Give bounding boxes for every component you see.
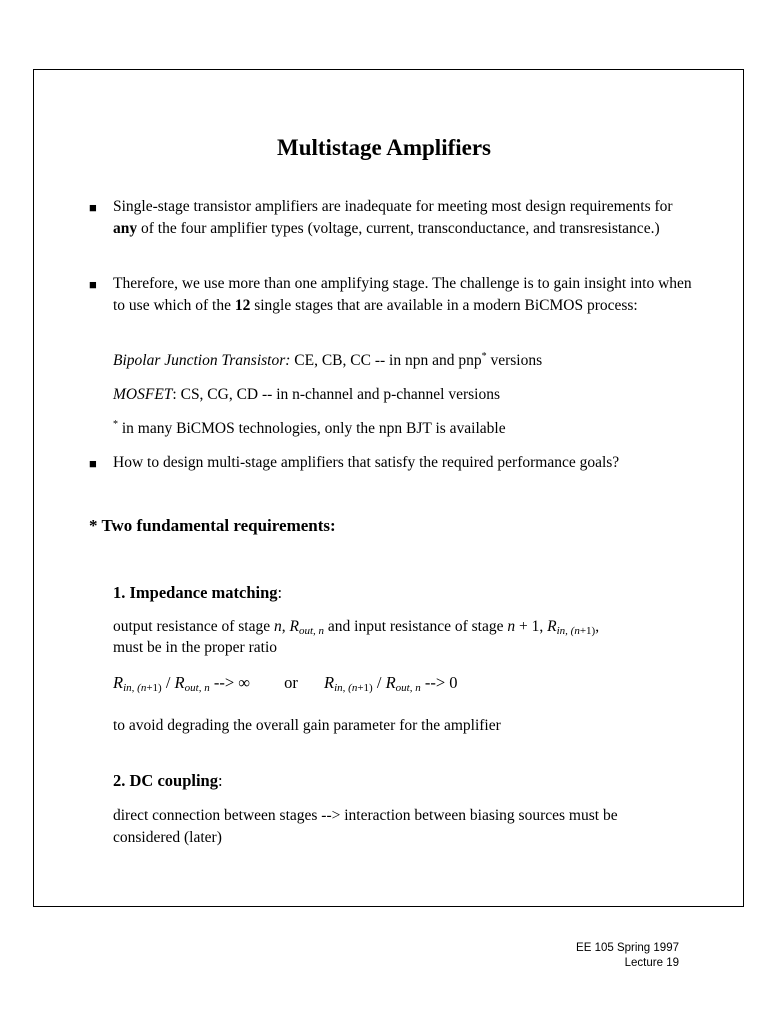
bullet-2-text-pre: Therefore, we use more than one amplifying stage. The challenge is to gain insight into when to use which of the xyxy=(113,275,692,314)
footnote xyxy=(113,418,693,440)
sub-in: in, ( xyxy=(334,682,352,694)
sub-in-n: n xyxy=(574,625,580,637)
impedance-text: and input resistance of stage xyxy=(324,618,508,635)
bullet-2-emphasis: 12 xyxy=(234,296,251,314)
or-text: or xyxy=(284,673,298,692)
bipolar-text: CE, CB, CC -- in npn and pnp xyxy=(290,352,482,369)
bipolar-line xyxy=(113,350,693,372)
bullet-marker: ■ xyxy=(89,200,97,215)
arrow-zero: --> 0 xyxy=(420,673,458,692)
bullet-2-text-post: single stages that are available in a modern BiCMOS process: xyxy=(250,296,638,314)
bullet-marker: ■ xyxy=(89,456,97,471)
page-title: Multistage Amplifiers xyxy=(277,135,491,160)
var-r-in: R xyxy=(324,673,335,692)
var-r-in: R xyxy=(547,618,557,635)
var-n: n xyxy=(273,618,282,635)
impedance-heading-text: 1. Impedance matching xyxy=(113,583,278,602)
var-n: n xyxy=(507,618,516,635)
sub-out-n: out, n xyxy=(298,625,325,637)
bullet-1-emphasis: any xyxy=(113,219,138,237)
impedance-text: , xyxy=(281,618,290,635)
sub-in-n: n xyxy=(351,682,358,694)
var-r-out: R xyxy=(385,673,396,692)
bipolar-label: Bipolar Junction Transistor: xyxy=(113,352,291,369)
slash: / xyxy=(161,673,175,692)
bullet-1-text-pre: Single-stage transistor amplifiers are inadequate for meeting most design requirements for xyxy=(113,198,673,215)
sub-in: in, ( xyxy=(556,625,575,637)
var-r-out: R xyxy=(289,618,299,635)
bullet-text-2 xyxy=(113,273,693,316)
impedance-text: + 1, xyxy=(515,618,548,635)
dc-heading xyxy=(113,770,223,792)
sub-out-n: out, n xyxy=(184,682,210,694)
mosfet-label: MOSFET xyxy=(113,386,173,403)
footer-lecture: Lecture 19 xyxy=(624,957,679,969)
impedance-line-2: must be in the proper ratio xyxy=(113,639,277,656)
impedance-text: , xyxy=(595,618,600,635)
requirements-heading: * Two fundamental requirements: xyxy=(89,516,336,535)
impedance-note: to avoid degrading the overall gain parameter for the amplifier xyxy=(113,717,501,734)
slash: / xyxy=(372,673,386,692)
dc-heading-colon: : xyxy=(217,771,223,790)
impedance-text: output resistance of stage xyxy=(113,618,274,635)
arrow-infinity: --> ∞ xyxy=(209,673,251,692)
footnote-text: in many BiCMOS technologies, only the npn BJT is available xyxy=(118,420,506,437)
var-r-out: R xyxy=(174,673,185,692)
bullet-text-3: How to design multi-stage amplifiers that satisfy the required performance goals? xyxy=(113,454,620,471)
footer-course: EE 105 Spring 1997 xyxy=(576,942,679,954)
footer xyxy=(576,941,679,971)
mosfet-text: : CS, CG, CD -- in n-channel and p-channel versions xyxy=(172,386,501,403)
impedance-heading xyxy=(113,582,282,604)
sub-in-n: n xyxy=(140,682,147,694)
impedance-heading-colon: : xyxy=(277,583,283,602)
var-r-in: R xyxy=(113,673,124,692)
mosfet-line xyxy=(113,384,693,406)
sub-in: in, ( xyxy=(123,682,141,694)
bullet-marker: ■ xyxy=(89,277,97,292)
impedance-line-1 xyxy=(113,616,713,638)
bullet-text-1 xyxy=(113,196,693,239)
dc-text: direct connection between stages --> interaction between biasing sources must be considered (later) xyxy=(113,807,618,846)
ratio-formula xyxy=(113,672,458,694)
sub-in-plus: +1) xyxy=(357,682,373,694)
footnote-marker: * xyxy=(481,351,487,362)
footnote-marker: * xyxy=(113,419,118,430)
sub-in-plus: +1) xyxy=(579,625,596,637)
bipolar-text-end: versions xyxy=(486,352,543,369)
sub-in-plus: +1) xyxy=(146,682,162,694)
sub-out-n: out, n xyxy=(395,682,421,694)
dc-heading-text: 2. DC coupling xyxy=(113,771,218,790)
bullet-1-text-post: of the four amplifier types (voltage, current, transconductance, and transresistance.) xyxy=(137,219,660,237)
